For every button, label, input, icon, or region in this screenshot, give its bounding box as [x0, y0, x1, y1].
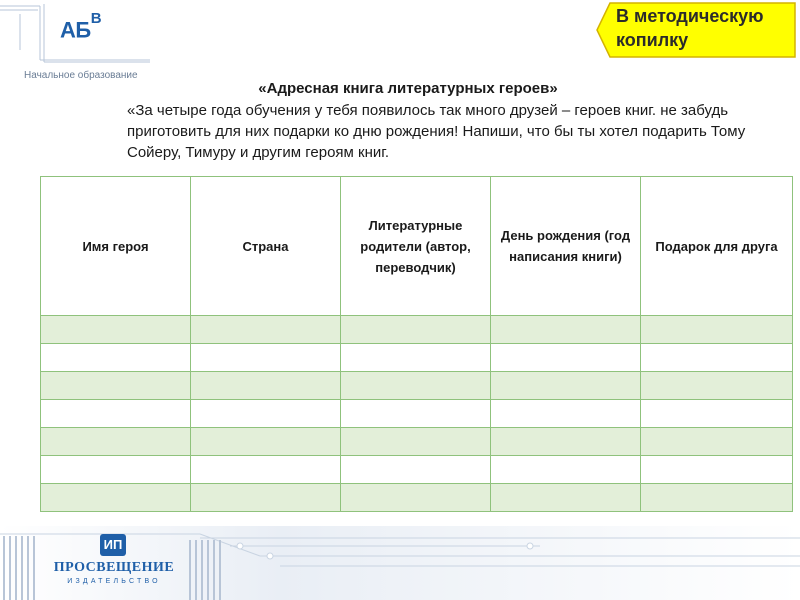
column-header-country: Страна [191, 177, 341, 316]
abv-logo [60, 10, 102, 43]
table-row [41, 400, 793, 428]
table-cell[interactable] [641, 316, 793, 344]
column-header-literary-parents: Литературные родители (автор, переводчик) [341, 177, 491, 316]
table-cell[interactable] [491, 344, 641, 372]
publisher-brand: ПРОСВЕЩЕНИЕ [53, 560, 175, 575]
methodical-bank-badge[interactable] [596, 2, 796, 58]
page-title: «Адресная книга литературных героев» [258, 80, 558, 97]
table-row [41, 316, 793, 344]
table-cell[interactable] [341, 456, 491, 484]
table-cell[interactable] [641, 344, 793, 372]
prosveshchenie-emblem-icon: ИП [100, 534, 126, 556]
table-cell[interactable] [341, 344, 491, 372]
table-cell[interactable] [41, 456, 191, 484]
table-cell[interactable] [641, 400, 793, 428]
table-cell[interactable] [491, 428, 641, 456]
table-cell[interactable] [41, 372, 191, 400]
table-cell[interactable] [491, 316, 641, 344]
address-book-table [40, 176, 793, 512]
table-cell[interactable] [41, 344, 191, 372]
publisher-subtitle: ИЗДАТЕЛЬСТВО [67, 578, 161, 585]
table-cell[interactable] [191, 400, 341, 428]
table-row [41, 372, 793, 400]
intro-text: «За четыре года обучения у тебя появилось так много друзей – героев книг. не забудь приготовить для них подарки ко дню рождения! Напиши, что бы ты хотел подарить Тому Сойеру, Тимуру и другим героям книг. [127, 102, 746, 161]
column-header-gift: Подарок для друга [641, 177, 793, 316]
table-cell[interactable] [191, 372, 341, 400]
table-cell[interactable] [341, 484, 491, 512]
table-cell[interactable] [341, 428, 491, 456]
table-cell[interactable] [341, 400, 491, 428]
table-cell[interactable] [41, 316, 191, 344]
table-row [41, 428, 793, 456]
table-cell[interactable] [491, 372, 641, 400]
table-cell[interactable] [191, 456, 341, 484]
table-cell[interactable] [341, 372, 491, 400]
table-cell[interactable] [41, 428, 191, 456]
table-cell[interactable] [191, 316, 341, 344]
table-cell[interactable] [641, 372, 793, 400]
logo-sup: В [90, 10, 102, 27]
table-cell[interactable] [641, 484, 793, 512]
table-cell[interactable] [41, 484, 191, 512]
table-cell[interactable] [641, 428, 793, 456]
table-cell[interactable] [341, 316, 491, 344]
table-row [41, 344, 793, 372]
table-row [41, 484, 793, 512]
table-row [41, 456, 793, 484]
table-cell[interactable] [191, 428, 341, 456]
table-header-row [41, 177, 793, 316]
table-cell[interactable] [191, 484, 341, 512]
badge-label: В методическую копилку [616, 6, 764, 50]
logo-main: АБ [60, 17, 91, 43]
table-cell[interactable] [641, 456, 793, 484]
table-cell[interactable] [191, 344, 341, 372]
column-header-hero-name: Имя героя [41, 177, 191, 316]
table-cell[interactable] [491, 484, 641, 512]
table-cell[interactable] [491, 400, 641, 428]
column-header-birthday: День рождения (год написания книги) [491, 177, 641, 316]
logo-subtitle: Начальное образование [24, 70, 138, 81]
table-cell[interactable] [491, 456, 641, 484]
table-cell[interactable] [41, 400, 191, 428]
